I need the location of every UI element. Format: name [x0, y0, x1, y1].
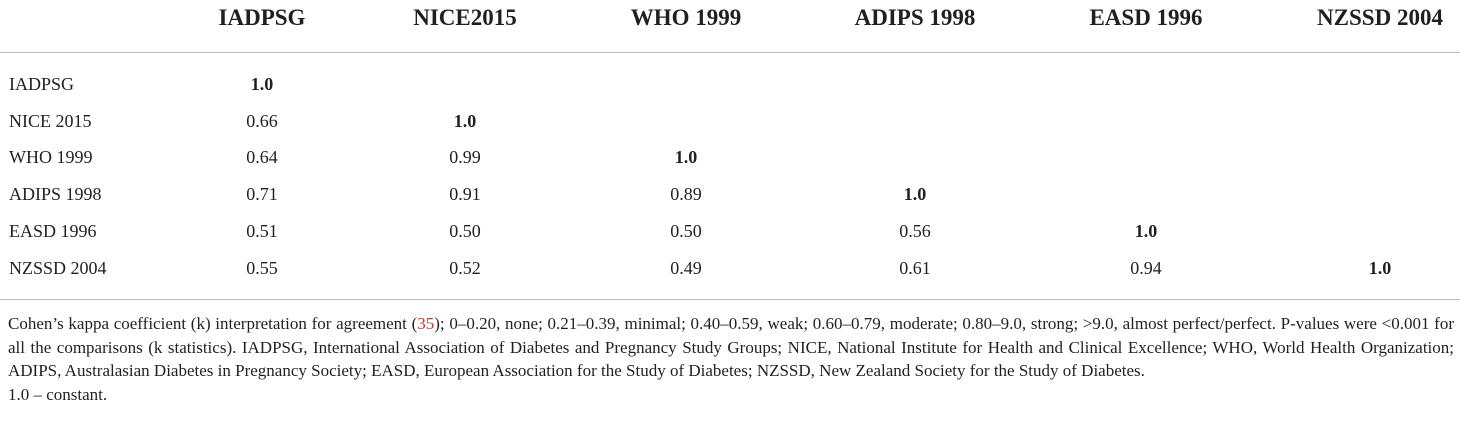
table-bottom-rule — [0, 299, 1460, 300]
table-cell: 0.91 — [449, 184, 481, 204]
row-label: WHO 1999 — [9, 147, 93, 167]
row-label: EASD 1996 — [9, 221, 97, 241]
column-header-nzssd-2004: NZSSD 2004 — [1317, 5, 1443, 30]
table-cell: 0.50 — [670, 221, 702, 241]
table-row — [0, 213, 1460, 250]
column-header-iadpsg: IADPSG — [218, 5, 306, 30]
footnote-text-end: ); 0–0.20, none; 0.21–0.39, minimal; 0.40–0.59, weak; 0.60–0.79, moderate; 0.80–9.0, strong; >9.0, almost perfect/perfect. P-values were <0.001 for all the comparisons (k statistics). IADPSG, International Association of Diabetes and Pregnancy Study Groups; NICE, National Institute for Health and Clinical Excellence; WHO, World Health Organization; ADIPS, Australasian Diabetes in Pregnancy Society; EASD, European Association for the Study of Diabetes; NZSSD, New Zealand Society for the Study of Diabetes. — [8, 314, 1454, 380]
column-header-easd-1996: EASD 1996 — [1089, 5, 1203, 30]
table-cell: 0.51 — [246, 221, 278, 241]
column-header-who-1999: WHO 1999 — [630, 5, 742, 30]
table-header-row — [0, 0, 1460, 53]
row-label: IADPSG — [9, 74, 75, 94]
table-cell: 1.0 — [903, 184, 927, 204]
table-cell: 1.0 — [674, 147, 698, 167]
table-cell: 0.94 — [1130, 258, 1162, 278]
table-cell: 1.0 — [250, 74, 274, 94]
footnote-text-start: Cohen’s kappa coefficient (k) interpretation for agreement ( — [8, 314, 418, 333]
table-cell: 1.0 — [453, 111, 477, 131]
table-cell: 0.55 — [246, 258, 278, 278]
column-header-nice2015: NICE2015 — [413, 5, 517, 30]
row-label: ADIPS 1998 — [9, 184, 102, 204]
table-cell: 0.89 — [670, 184, 702, 204]
row-label: NICE 2015 — [9, 111, 92, 131]
table-cell: 0.64 — [246, 147, 278, 167]
table-row — [0, 103, 1460, 140]
table-cell: 0.49 — [670, 258, 702, 278]
reference-link[interactable]: 35 — [417, 314, 435, 333]
table-row — [0, 250, 1460, 287]
table-cell: 0.56 — [899, 221, 931, 241]
table-cell: 1.0 — [1134, 221, 1158, 241]
table-cell: 0.71 — [246, 184, 278, 204]
table-cell: 0.52 — [449, 258, 481, 278]
table-cell: 1.0 — [1368, 258, 1392, 278]
table-cell: 0.50 — [449, 221, 481, 241]
row-label: NZSSD 2004 — [9, 258, 107, 278]
footnote-paragraph — [8, 312, 1454, 383]
table-row — [0, 139, 1460, 176]
table-footnote — [8, 312, 1454, 406]
column-header-adips-1998: ADIPS 1998 — [854, 5, 976, 30]
table-row — [0, 176, 1460, 213]
table-cell: 0.66 — [246, 111, 278, 131]
constant-note: 1.0 – constant. — [8, 384, 108, 404]
table-cell: 0.61 — [899, 258, 931, 278]
table-cell: 0.99 — [449, 147, 481, 167]
table-row — [0, 66, 1460, 103]
